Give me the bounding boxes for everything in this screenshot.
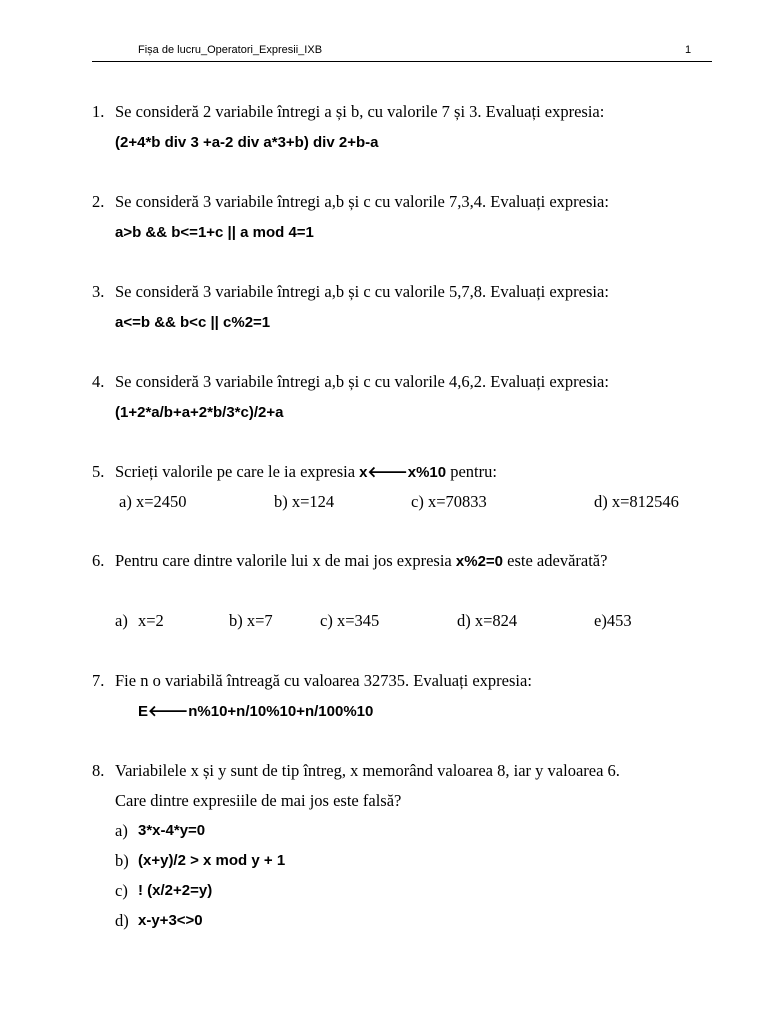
page-number: 1 — [685, 44, 692, 56]
document-title: Fișa de lucru_Operatori_Expresii_IXB — [138, 44, 323, 56]
option-e: e)453 — [594, 611, 632, 630]
option-d: d) x=812546 — [594, 492, 679, 511]
question-text-continued: Care dintre expresiile de mai jos este falsă? — [115, 791, 402, 810]
question-text: Variabilele x și y sunt de tip întreg, x memorând valoarea 8, iar y valoarea 6. — [115, 761, 620, 780]
question-number: 7. — [92, 671, 105, 690]
question-number: 1. — [92, 102, 105, 121]
question-text: Se consideră 3 variabile întregi a,b și c cu valorile 5,7,8. Evaluați expresia: — [115, 282, 609, 301]
question-expression: a<=b && b<c || c%2=1 — [115, 314, 271, 331]
option-d: d) x=824 — [457, 611, 518, 630]
question-number: 5. — [92, 462, 105, 481]
question-text: Fie n o variabilă întreagă cu valoarea 32735. Evaluați expresia: — [115, 671, 532, 690]
option-b: b) x=124 — [274, 492, 335, 511]
question-number: 2. — [92, 192, 105, 211]
header-divider — [92, 61, 712, 62]
inline-expression: x🡐x%10 — [359, 464, 447, 481]
question-expression: (2+4*b div 3 +a-2 div a*3+b) div 2+b-a — [115, 134, 379, 151]
option-a-label: a) — [115, 611, 128, 630]
question-number: 6. — [92, 551, 105, 570]
inline-expression: x%2=0 — [455, 553, 504, 570]
option-a: a) x=2450 — [119, 492, 187, 511]
question-expression: E🡐n%10+n/10%10+n/100%10 — [138, 703, 374, 720]
question-expression: (1+2*a/b+a+2*b/3*c)/2+a — [115, 404, 284, 421]
question-expression: a>b && b<=1+c || a mod 4=1 — [115, 224, 314, 241]
question-number: 3. — [92, 282, 105, 301]
option-c: c) x=70833 — [411, 492, 487, 511]
question-text: Se consideră 3 variabile întregi a,b și c cu valorile 7,3,4. Evaluați expresia: — [115, 192, 609, 211]
option-a: x=2 — [138, 611, 164, 630]
question-text: Scrieți valorile pe care le ia expresia x🡐x%10 pentru: — [115, 462, 497, 481]
option-c: c) x=345 — [320, 611, 380, 630]
question-text: Pentru care dintre valorile lui x de mai jos expresia x%2=0 este adevărată? — [115, 551, 608, 570]
question-number: 4. — [92, 372, 105, 391]
question-text: Se consideră 2 variabile întregi a și b, cu valorile 7 și 3. Evaluați expresia: — [115, 102, 605, 121]
question-text: Se consideră 3 variabile întregi a,b și c cu valorile 4,6,2. Evaluați expresia: — [115, 372, 609, 391]
question-number: 8. — [92, 761, 105, 780]
option-b: b) x=7 — [229, 611, 273, 630]
